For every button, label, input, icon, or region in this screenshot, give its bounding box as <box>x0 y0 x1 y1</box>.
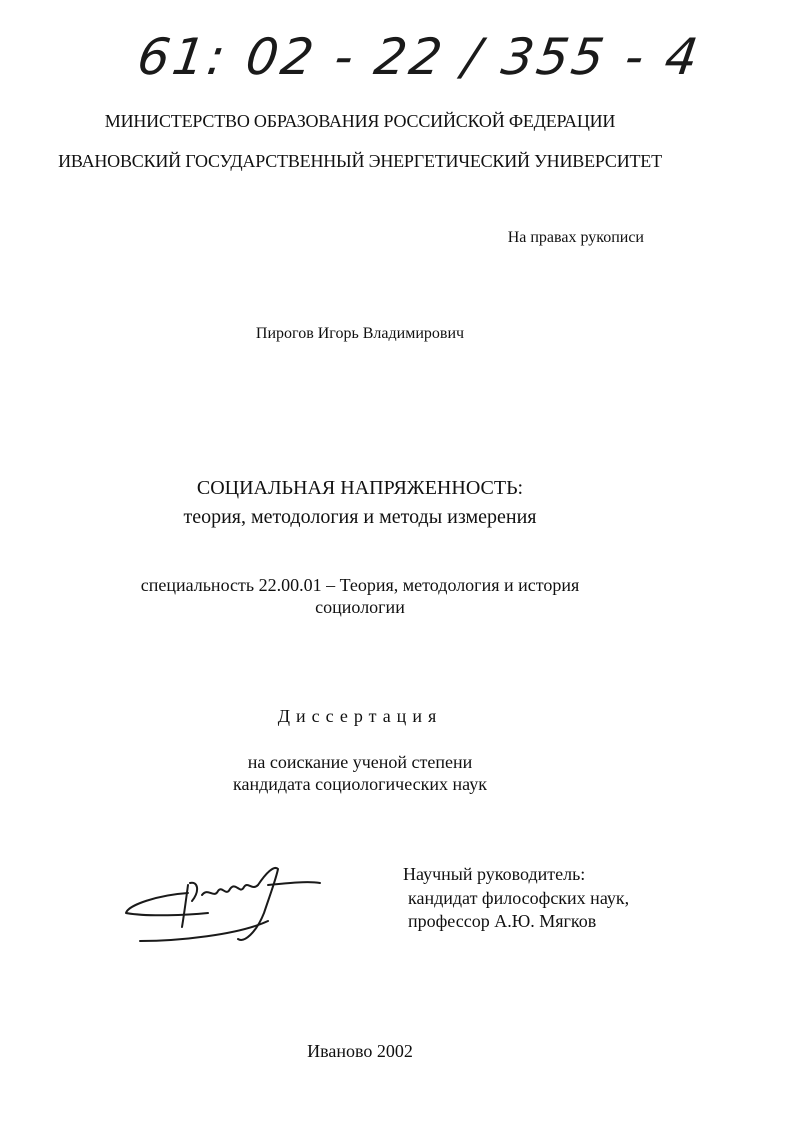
dissertation-subtitle: теория, методология и методы измерения <box>183 506 537 528</box>
supervisor-degree: кандидат философских наук, <box>408 888 630 908</box>
supervisor-heading: Научный руководитель: <box>403 864 586 884</box>
supervisor-signature <box>118 855 328 955</box>
archive-code-handwritten: 61: 02 - 22 / 355 - 4 <box>133 28 705 86</box>
specialty-line-2: социологии <box>315 597 405 617</box>
degree-line-1: на соискание ученой степени <box>247 752 473 772</box>
supervisor-name: профессор А.Ю. Мягков <box>408 911 597 931</box>
author-name: Пирогов Игорь Владимирович <box>255 325 465 342</box>
ministry-heading: МИНИСТЕРСТВО ОБРАЗОВАНИЯ РОССИЙСКОЙ ФЕДЕРАЦИИ <box>104 111 616 131</box>
document-type: Диссертация <box>277 706 443 726</box>
degree-line-2: кандидата социологических наук <box>233 774 487 794</box>
city-year: Иваново 2002 <box>307 1041 413 1061</box>
dissertation-title: СОЦИАЛЬНАЯ НАПРЯЖЕННОСТЬ: <box>196 477 524 499</box>
specialty-line-1: специальность 22.00.01 – Теория, методология и история <box>140 575 580 595</box>
manuscript-rights-note: На правах рукописи <box>507 229 644 246</box>
university-heading: ИВАНОВСКИЙ ГОСУДАРСТВЕННЫЙ ЭНЕРГЕТИЧЕСКИЙ УНИВЕРСИТЕТ <box>58 151 662 171</box>
